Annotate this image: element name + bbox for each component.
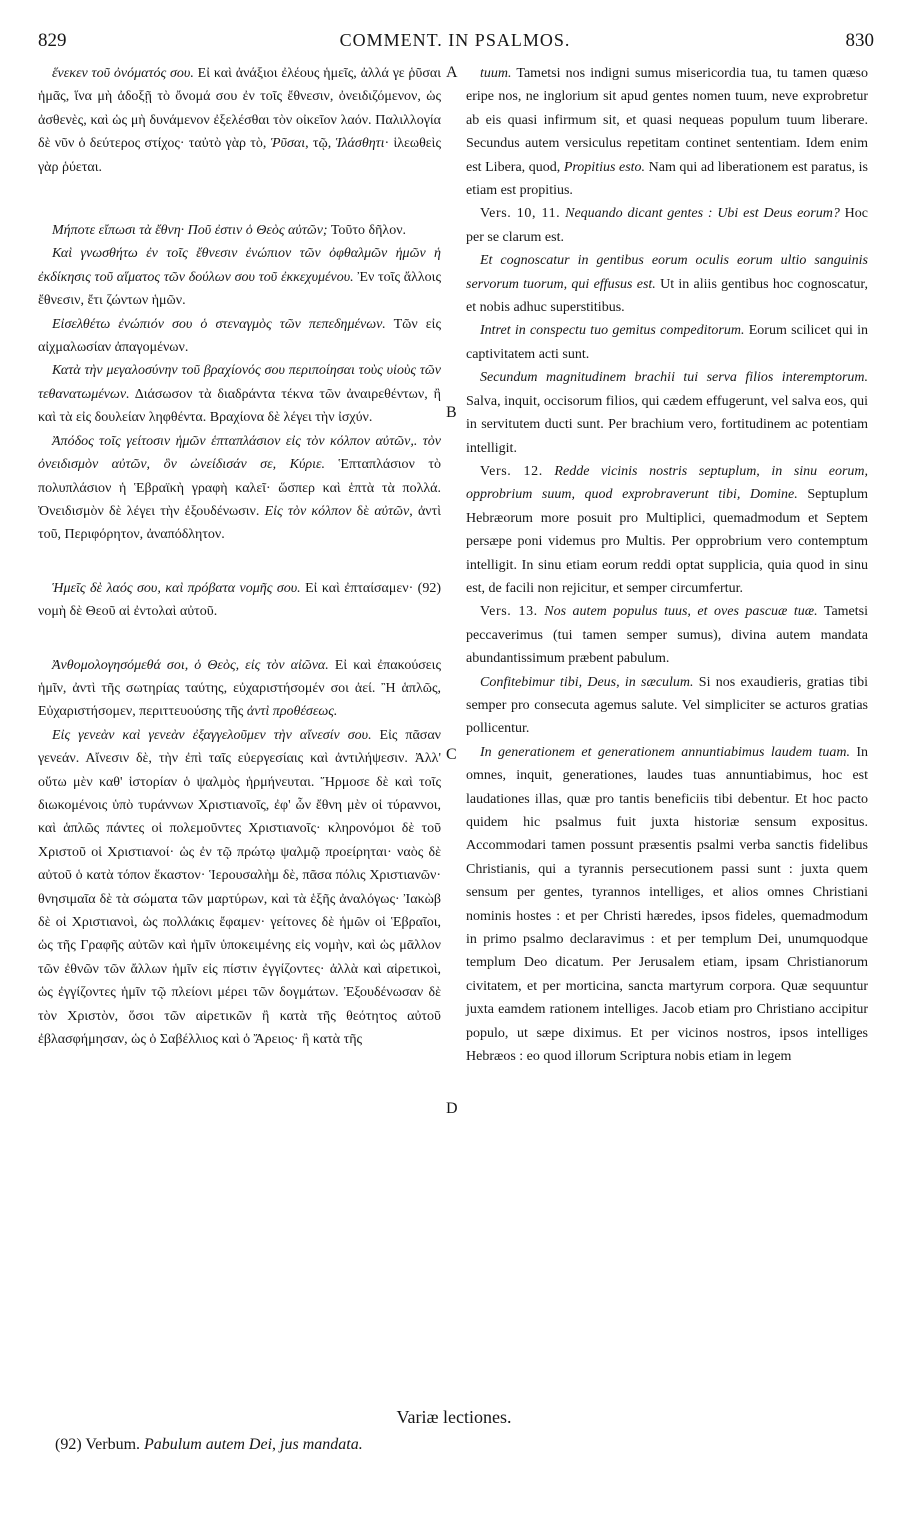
- latin-paragraph: [466, 202, 868, 249]
- greek-column: [38, 62, 441, 1051]
- text-run: Intret in conspectu tuo gemitus compeditorum.: [480, 323, 745, 339]
- greek-paragraph: [38, 724, 441, 1052]
- text-run: ἕνεκεν τοῦ ὀνόματός σου.: [52, 66, 194, 81]
- text-run: Ῥῦσαι: [270, 136, 306, 152]
- text-run: Ἐν τοῖς ἄλλοις ἔθνεσιν, ἔτι ζώντων ἡμῶν.: [38, 269, 441, 309]
- latin-paragraph: [466, 741, 868, 1069]
- greek-paragraph: [38, 577, 441, 624]
- text-run: δὲ: [351, 503, 375, 519]
- page-header: [32, 30, 878, 58]
- running-title: COMMENT. IN PSALMOS.: [339, 30, 571, 50]
- greek-paragraph: [38, 313, 441, 360]
- text-run: Et cognoscatur in gentibus eorum oculis eorum ultio sanguinis servorum tuorum, qui effusus est.: [466, 253, 868, 292]
- text-run: Vers. 13.: [480, 604, 538, 620]
- text-run: Ἀπόδος τοῖς γείτοσιν ἡμῶν ἑπταπλάσιον εἰς τὸν κόλπον αὐτῶν,. τὸν ὀνειδισμὸν αὐτῶν, ὃν ὠνείδισάν σε, Κύριε.: [38, 433, 441, 473]
- text-run: Εἰς τὸν κόλπον: [264, 503, 352, 519]
- greek-paragraph: [38, 654, 441, 724]
- text-run: Κατὰ τὴν μεγαλοσύνην τοῦ βραχίονός σου περιποίησαι τοὺς υἱοὺς τῶν τεθανατωμένων.: [38, 363, 441, 402]
- text-run: tuum.: [480, 66, 512, 81]
- text-run: Si nos exaudieris, gratias tibi semper pro consecuta agemus salute. Vel simpliciter se acturos gratias pollicentur.: [466, 674, 868, 737]
- text-run: Ut in aliis gentibus hoc cognoscatur, et nobis adhuc superstitibus.: [466, 276, 868, 316]
- text-run: · ἱλεωθεὶς γὰρ ῥύεται.: [38, 136, 441, 175]
- margin-letter-a: A: [446, 64, 458, 81]
- latin-paragraph: [466, 600, 868, 670]
- latin-column: [466, 62, 868, 1068]
- text-run: Μήποτε εἴπωσι τὰ ἔθνη· Ποῦ ἐστιν ὁ Θεὸς αὐτῶν;: [52, 223, 328, 239]
- text-run: Εἰ καὶ ἀνάξιοι ἐλέους ἡμεῖς, ἀλλά γε ῥῦσαι ἡμᾶς, ἵνα μὴ ἀδοξῇ τὸ ὄνομά σου ἐν τοῖς ἔθνεσιν, ὀνειδιζόμενον, ὡς ἀσθενὲς, καὶ ὡς μὴ δυνάμενον ἐξελέσθαι τὸν οἰκεῖον λαόν. Παλιλλογία δὲ νῦν ὁ δεύτερος στίχος· ταὐτὸ γὰρ τὸ,: [38, 66, 441, 152]
- text-run: Ἱλάσθητι: [335, 136, 385, 152]
- text-run: In omnes, inquit, generationes, laudes tuas annuntiabimus, hoc est laudationes illas, quæ pro tantis beneficiis tibi debentur. Et hoc pacto quidem hic psalmus fuit juxta historiæ sensum expositus. Accommodari tamen possunt præsentis psalmi verba sanctis fidelibus Christianis, qui a tyrannis persecutionem passi sunt : juxta quem sensum per gentes, tyrannos intelliges, et alios omnes Christiani nominis hostes : et per Christi hæredes, ipsos fideles, quemadmodum in primo psalmo declaravimus : et per templum Dei, unumquodque templum Deo dicatum. Per Jerusalem etiam, ipsam Christianorum civitatem, et per morticina, sancta martyrum corpora. Quæ sequuntur juxta eamdem rationem intelliges. Jacob etiam pro Christiano accipitur populo, ut sæpe diximus. Et per vicinos nostros, ipsos intelliges Hebræos : eo quod illorum Scriptura nobis etiam in legem: [466, 744, 868, 1065]
- text-run: αὐτῶν: [374, 503, 410, 519]
- text-run: Eorum scilicet qui in captivitatem acti sunt.: [466, 323, 869, 362]
- latin-paragraph: [466, 319, 868, 366]
- variae-lectiones-note: [55, 1436, 875, 1454]
- margin-letter-c: C: [446, 746, 457, 763]
- latin-paragraph: [466, 62, 868, 202]
- text-run: Nequando dicant gentes : Ubi est Deus eorum?: [560, 206, 840, 222]
- text-run: Hoc per se clarum est.: [466, 206, 868, 245]
- text-run: Tametsi peccaverimus (tui tamen semper sumus), divina autem mandata abundantissimum præbent pabulum.: [466, 604, 868, 667]
- text-run: Septuplum Hebræorum more posuit pro Multiplici, quemadmodum et Septem persæpe poni videmus pro Multis. Per opprobrium vero contemptum intelligit. In sinu etiam eorum reddi optat supplicia, quia quod in sinu est, de facili non rejicitur, et semper circumfertur.: [466, 487, 869, 596]
- text-run: Ἡμεῖς δὲ λαός σου, καὶ πρόβατα νομῆς σου.: [52, 580, 301, 596]
- greek-paragraph: [38, 62, 441, 179]
- latin-paragraph: [466, 460, 868, 600]
- greek-paragraph: [38, 242, 441, 312]
- text-run: Vers. 12.: [480, 463, 543, 479]
- text-run: Salva, inquit, occisorum filios, qui cædem effugerunt, vel salva eos, qui in servitutem ducti sunt. Per brachium vero, fortitudinem ac potentiam intelligit.: [466, 393, 868, 456]
- text-run: Tametsi nos indigni sumus misericordia tua, tu tamen quæso eripe nos, ne inglorium sit apud gentes nomen tuum, neve exprobretur ab eis quasi infirmum sit, et quasi nequeas populum tuum liberare. Secundus autem versiculus repetitam continet sententiam. Idem enim est Libera, quod,: [466, 66, 868, 175]
- text-run: Nam qui ad liberationem est paratus, is etiam est propitius.: [466, 159, 868, 199]
- text-run: Εἰ καὶ ἐπταίσαμεν· (92) νομὴ δὲ Θεοῦ αἱ ἐντολαὶ αὐτοῦ.: [38, 580, 442, 620]
- page-number-left: 829: [38, 30, 67, 51]
- latin-paragraph: [466, 249, 868, 319]
- greek-paragraph: [38, 359, 441, 429]
- text-run: ἀντὶ προθέσεως.: [246, 704, 338, 720]
- text-run: , ἀντὶ τοῦ, Περιφόρητον, ἀναπόδλητον.: [38, 503, 441, 543]
- text-run: Redde vicinis nostris septuplum, in sinu eorum, opprobrium suum, quod exprobraverunt tibi, Domine.: [466, 463, 868, 503]
- variae-lectiones-title: Variæ lectiones.: [396, 1407, 512, 1427]
- latin-paragraph: [466, 366, 868, 460]
- note-run: Pabulum autem Dei: [144, 1436, 273, 1453]
- text-run: In generationem et generationem annuntiabimus laudem tuam.: [480, 744, 850, 760]
- text-run: Nos autem populus tuus, et oves pascuæ tuæ.: [537, 604, 818, 620]
- text-run: Ἀνθομολογησόμεθά σοι, ὁ Θεὸς, εἰς τὸν αἰῶνα.: [52, 657, 329, 673]
- text-run: Τοῦτο δῆλον.: [327, 223, 407, 239]
- note-run: (92) Verbum.: [55, 1436, 145, 1453]
- text-run: Διάσωσον τὰ διαδράντα τέκνα τῶν ἀναιρεθέντων, ἢ καὶ τὰ εἰς δουλείαν ληφθέντα. Βραχίονα δὲ λέγει τὴν ἰσχύν.: [38, 386, 441, 426]
- text-run: Vers. 10, 11.: [480, 206, 561, 222]
- greek-paragraph: [38, 219, 441, 242]
- text-run: Εἰς γενεὰν καὶ γενεὰν ἐξαγγελοῦμεν τὴν αἴνεσίν σου.: [52, 727, 372, 743]
- text-run: Confitebimur tibi, Deus, in sæculum.: [480, 674, 694, 690]
- text-run: Secundum magnitudinem brachii tui serva filios interemptorum.: [480, 370, 868, 386]
- note-run: ,: [272, 1436, 281, 1453]
- text-run: , τῷ,: [305, 136, 336, 152]
- greek-paragraph: [38, 430, 441, 547]
- margin-letter-b: B: [446, 404, 457, 421]
- text-run: Propitius esto.: [563, 159, 646, 175]
- latin-paragraph: [466, 671, 868, 741]
- text-run: Εἰ καὶ ἐπακούσεις ἡμῖν, ἀντὶ τῆς σωτηρίας ταύτης, εὐχαριστήσομέν σοι ἀεί. Ἢ ἁπλῶς, Εὐχαριστήσομεν, περιττευούσης τῆς: [38, 657, 441, 720]
- text-run: Εἰσελθέτω ἐνώπιόν σου ὁ στεναγμὸς τῶν πεπεδημένων.: [52, 316, 386, 332]
- text-run: Τῶν εἰς αἰχμαλωσίαν ἀπαγομένων.: [38, 316, 441, 356]
- text-run: Καὶ γνωσθήτω ἐν τοῖς ἔθνεσιν ἐνώπιον τῶν ὀφθαλμῶν ἡμῶν ἡ ἐκδίκησις τοῦ αἵματος τῶν δούλων σου τοῦ ἐκκεχυμένου.: [38, 246, 441, 285]
- text-run: Ἑπταπλάσιον τὸ πολυπλάσιον ἡ Ἑβραϊκὴ γραφὴ καλεῖ· ὥσπερ καὶ ἑπτὰ τὰ πολλά. Ὀνειδισμὸν δὲ λέγει τὴν ἐξουδένωσιν.: [38, 457, 441, 519]
- note-run: jus mandata.: [280, 1436, 363, 1453]
- margin-letter-d: D: [446, 1100, 458, 1117]
- page-number-right: 830: [845, 30, 874, 51]
- text-run: Εἰς πᾶσαν γενεάν. Αἴνεσιν δὲ, τὴν ἐπὶ ταῖς εὐεργεσίαις καὶ ἀντιλήψεσιν. Ἀλλ' οὕτω μὲν καθ' ἱστορίαν ὁ ψαλμὸς ἡρμήνευται. Ἥρμοσε δὲ καὶ τοῖς διωκομένοις ὑπὸ τυράννων Χριστιανοῖς, ἐφ' ὧν ἔθνη μὲν οἱ τύραννοι, καὶ ἁπλῶς πάντες οἱ πολεμοῦντες Χριστιανοῖς· κληρονόμοι δὲ τοῦ Χριστοῦ οἱ Χριστιανοί· ὡς ἐν τῷ πρώτῳ ψαλμῷ προείρηται· ναὸς δὲ αὐτοῦ ὁ κατὰ τόπον ἕκαστον· Ἱερουσαλὴμ δὲ, πᾶσα πόλις Χριστιανῶν· θνησιμαῖα δὲ τὰ σώματα τῶν μαρτύρων, καὶ τὰ ἑξῆς ἀναλόγως· Ἰακὼβ δὲ οἱ Χριστιανοὶ, ὡς πολλάκις ἔφαμεν· γείτονες δὲ ἡμῶν οἱ Ἑβραῖοι, ὡς τῆς Γραφῆς αὐτῶν καὶ ἡμῖν ὑποκειμένης εἰς νομὴν, καὶ ὡς μᾶλλον τῶν ἐθνῶν τῶν ἄλλων ἡμῖν εἰς πίστιν ἐγγίζοντες· ἀλλὰ καὶ αἱρετικοὶ, ὡς ἐγγίζοντες ἡμῖν τῷ πλείονι μέρει τῶν δογμάτων. Ἐξουδένωσαν δὲ τὸν Χριστὸν, ὅσοι τῶν αἱρετικῶν ἢ κατὰ τῆς θεότητος αὐτοῦ ἐβλασφήμησαν, ὡς ὁ Σαβέλλιος καὶ ὁ Ἄρειος· ἢ κατὰ τῆς: [38, 727, 441, 1048]
